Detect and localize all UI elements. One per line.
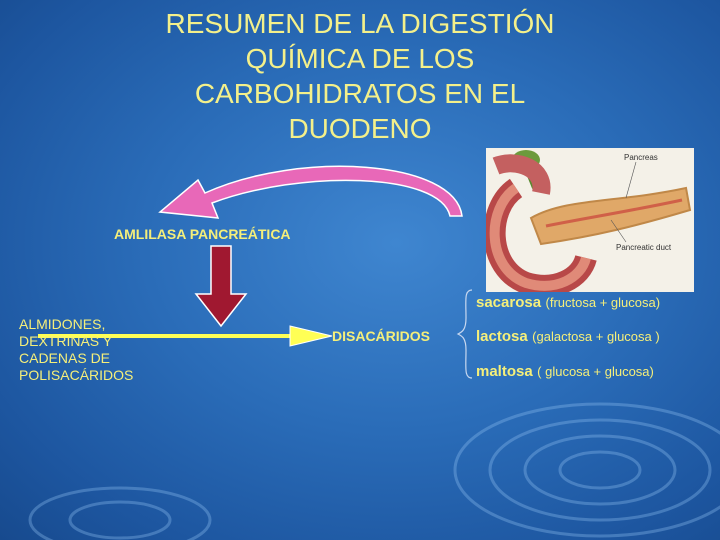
disaccharide-composition: (fructosa + glucosa) [545, 295, 661, 310]
disaccharides-label: DISACÁRIDOS [332, 328, 431, 344]
title-line-4: DUODENO [288, 113, 432, 144]
substrate-label [19, 316, 199, 384]
enzyme-label: AMLILASA PANCREÁTICA [114, 226, 291, 242]
title-line-1: RESUMEN DE LA DIGESTIÓN [165, 8, 555, 39]
disaccharide-composition: ( glucosa + glucosa) [537, 364, 654, 379]
disaccharide-composition: (galactosa + glucosa ) [532, 329, 660, 344]
pancreas-label: Pancreas [624, 153, 658, 162]
disaccharide-name: sacarosa [476, 294, 542, 311]
right-arrow-head [290, 326, 332, 346]
curved-arrow [160, 166, 462, 218]
brace [458, 290, 472, 378]
disaccharide-name: lactosa [476, 328, 528, 345]
substrate-line-2: DEXTRINAS Y [19, 333, 113, 349]
list-item-sacarosa [476, 294, 660, 312]
list-item-lactosa [476, 328, 660, 346]
substrate-line-4: POLISACÁRIDOS [19, 367, 134, 383]
disaccharide-name: maltosa [476, 363, 533, 380]
title-line-3: CARBOHIDRATOS EN EL [194, 78, 526, 109]
list-item-maltosa [476, 363, 654, 381]
substrate-line-3: CADENAS DE [19, 350, 111, 366]
substrate-line-1: ALMIDONES, [19, 316, 106, 332]
down-arrow [196, 246, 246, 326]
duct-label: Pancreatic duct [616, 243, 672, 252]
title-line-2: QUÍMICA DE LOS [245, 43, 475, 74]
